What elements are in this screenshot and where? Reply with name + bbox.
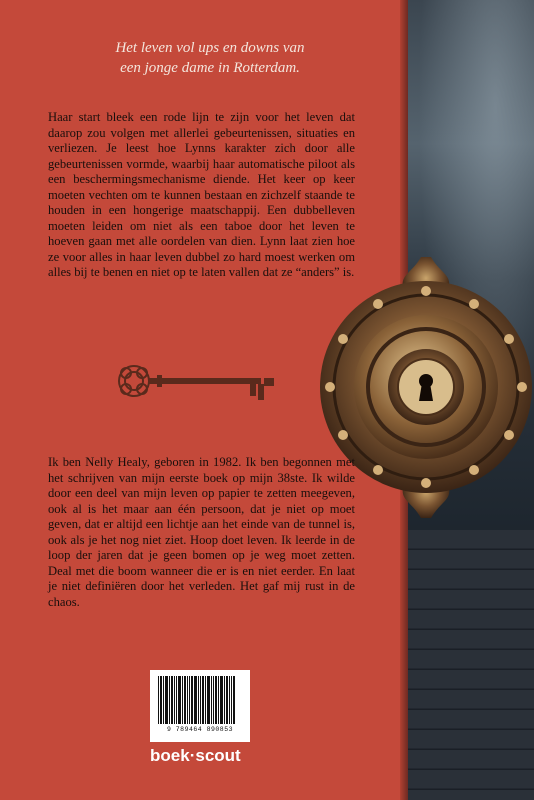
author-paragraph: Ik ben Nelly Healy, geboren in 1982. Ik ben begonnen met het schrijven van mijn eerste boek op mijn 38ste. Ik wilde door een deel van mijn leven op papier te zetten meegeven, ook al is het maar aan één persoon, dat je niet op moet geven, dat er altijd een lichtje aan het einde van de tunnel is, ook als je het nog niet ziet. Hoop doet leven. Ik leerde in de loop der jaren dat je geen bomen op je weg moet zetten. Deal met die boom wanneer die er is en niet eerder. En laat je niet definiëren door het verleden. Het gaf mij rust in de chaos.	[48, 455, 355, 609]
barcode-bars	[158, 676, 242, 724]
barcode	[150, 670, 250, 742]
blurb-paragraph: Haar start bleek een rode lijn te zijn voor het leven dat daarop zou volgen met allerlei gebeurtenissen, situaties en verliezen. Je leest hoe Lynns karakter zich door alle gebeurtenissen vormde, waarbij haar automatische piloot als een beschermingsmechanisme diende. Het keer op keer moeten vechten om te kunnen bestaan en zichzelf staande te houden in een hongerige maatschappij. Een dubbelleven moeten leiden om niet als een taboe door het leven te hoeven gaan met alle oordelen van dien. Lynn laat zien hoe ze voor alles in haar leven dubbel zo hard moest werken om alles bij te benen en niet op te laten vallen dat ze “anders” is.	[48, 110, 355, 279]
isbn-number: 9 789464 890853	[166, 726, 233, 733]
publisher-name-part2: scout	[195, 746, 241, 765]
wooden-floor	[405, 530, 534, 800]
publisher-logo: boek·scout	[150, 746, 241, 765]
tagline-line-1: Het leven vol ups en downs van	[115, 40, 305, 56]
tagline	[60, 38, 360, 78]
key-illustration	[112, 356, 282, 406]
publisher-name-part1: boek	[150, 746, 190, 765]
tagline-line-2: een jonge dame in Rotterdam.	[120, 60, 300, 76]
